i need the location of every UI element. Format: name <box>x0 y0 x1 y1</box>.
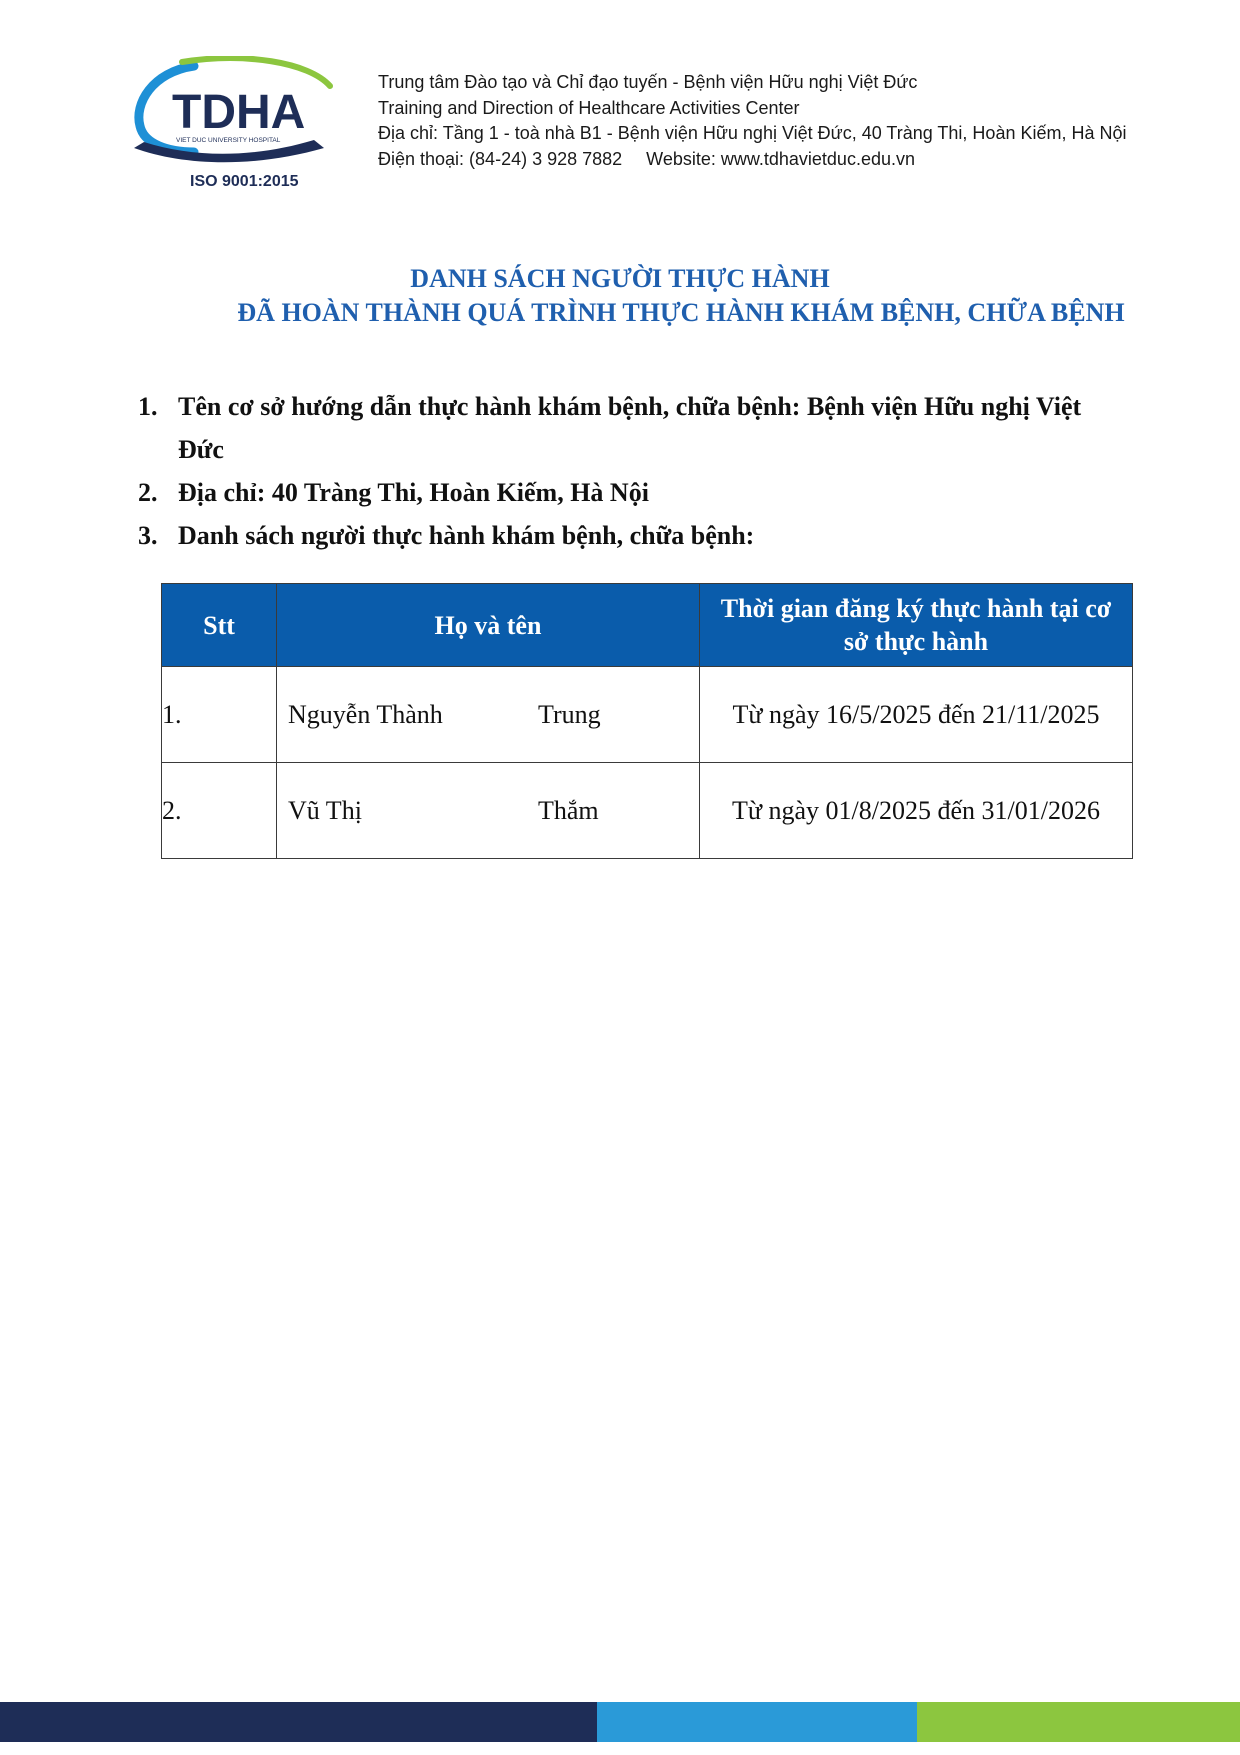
header-info <box>378 70 1127 172</box>
list-item <box>138 471 1128 514</box>
center-name-en: Training and Direction of Healthcare Activities Center <box>378 97 800 118</box>
document-title <box>0 262 1240 330</box>
footer-bar-green <box>917 1702 1240 1742</box>
row-first-name: Thắm <box>538 795 599 825</box>
list-item <box>138 514 1128 557</box>
footer-bar-blue <box>597 1702 917 1742</box>
row-period: Từ ngày 16/5/2025 đến 21/11/2025 <box>700 667 1133 763</box>
item-text: Địa chỉ: 40 Tràng Thi, Hoàn Kiếm, Hà Nội <box>178 478 649 507</box>
tdha-logo-graphic <box>134 56 334 196</box>
center-name-vi: Trung tâm Đào tạo và Chỉ đạo tuyến - Bệnh viện Hữu nghị Việt Đức <box>378 72 918 92</box>
tdha-logo <box>134 56 334 196</box>
row-period: Từ ngày 01/8/2025 đến 31/01/2026 <box>700 763 1133 859</box>
phone: Điện thoại: (84-24) 3 928 7882 <box>378 148 623 169</box>
title-line-2: ĐÃ HOÀN THÀNH QUÁ TRÌNH THỰC HÀNH KHÁM BỆNH, CHỮA BỆNH <box>237 298 1125 327</box>
contact-line <box>378 147 1127 173</box>
item-number: 2. <box>138 478 158 507</box>
info-list <box>138 385 1128 557</box>
list-item <box>138 385 1128 471</box>
title-line-1: DANH SÁCH NGƯỜI THỰC HÀNH <box>410 264 830 293</box>
header-stt: Stt <box>162 584 277 667</box>
row-last-middle-name: Vũ Thị <box>288 795 362 825</box>
center-address: Địa chỉ: Tầng 1 - toà nhà B1 - Bệnh viện Hữu nghị Việt Đức, 40 Tràng Thi, Hoàn Kiếm, Hà Nội <box>378 123 1127 143</box>
item-text: Tên cơ sở hướng dẫn thực hành khám bệnh, chữa bệnh: Bệnh viện Hữu nghị Việt Đức <box>178 392 1082 464</box>
row-first-name: Trung <box>538 699 601 729</box>
row-last-middle-name: Nguyễn Thành <box>288 699 443 729</box>
table-header-row <box>162 584 1133 667</box>
website[interactable]: Website: www.tdhavietduc.edu.vn <box>646 148 915 169</box>
item-number: 1. <box>138 392 158 421</box>
iso-label: ISO 9001:2015 <box>190 173 299 190</box>
row-name <box>277 763 700 859</box>
row-stt: 1. <box>162 667 277 763</box>
item-number: 3. <box>138 521 158 550</box>
row-stt: 2. <box>162 763 277 859</box>
logo-text: TDHA <box>172 86 306 139</box>
practitioner-table <box>161 583 1133 859</box>
header-period: Thời gian đăng ký thực hành tại cơ sở thực hành <box>700 584 1133 667</box>
table-row <box>162 667 1133 763</box>
item-text: Danh sách người thực hành khám bệnh, chữa bệnh: <box>178 521 755 550</box>
row-name <box>277 667 700 763</box>
footer-bar-navy <box>0 1702 597 1742</box>
table-row <box>162 763 1133 859</box>
logo-subtitle: VIET DUC UNIVERSITY HOSPITAL <box>176 137 281 144</box>
header-name: Họ và tên <box>277 584 700 667</box>
